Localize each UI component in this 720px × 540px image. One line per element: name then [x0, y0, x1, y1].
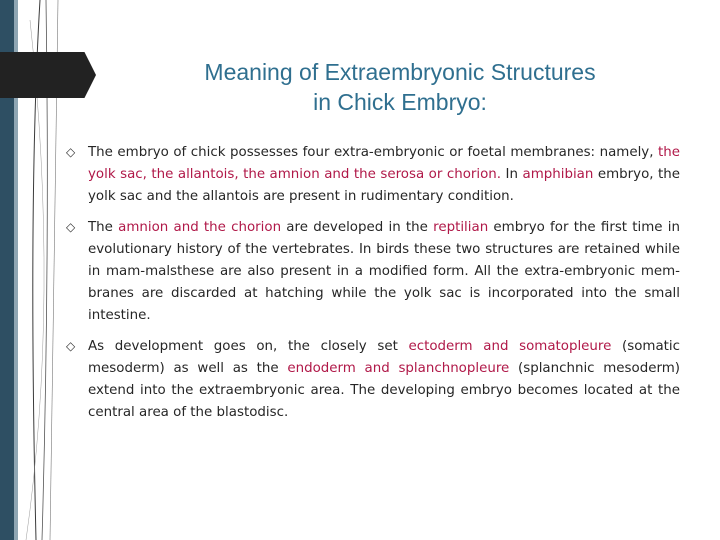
bullet-text: (splanchnic mesoderm) extend into the extraembryonic area. The developing embryo becomes located at the central area of the blastodisc.: [88, 361, 680, 420]
bullet-text: The embryo of chick possesses four extra-embryonic or foetal membranes: namely,: [88, 145, 659, 160]
diamond-bullet-icon: ◇: [66, 339, 76, 354]
highlight-text: reptilian: [433, 220, 489, 236]
diamond-bullet-icon: ◇: [66, 220, 76, 235]
title-line-1: Meaning of Extraembryonic Structures: [204, 59, 596, 85]
highlight-text: amphibian: [522, 166, 594, 182]
bullet-item: [66, 142, 680, 207]
title-line-2: in Chick Embryo:: [313, 89, 487, 115]
bullet-text: embryo, the yolk sac and the allantois are present in rudimentary condition.: [88, 166, 681, 204]
title-tab-shape: [0, 52, 96, 98]
highlight-text: the yolk sac, the allantois, the amnion and the serosa or chorion.: [88, 145, 680, 182]
highlight-text: endoderm and splanchnopleure: [287, 361, 510, 377]
bullet-text: The: [88, 220, 119, 236]
bullet-text: are developed in the: [281, 220, 434, 236]
bullet-item: [66, 217, 680, 326]
diamond-bullet-icon: ◇: [66, 145, 76, 159]
bullet-text: In: [501, 166, 523, 182]
bullet-list: [66, 142, 680, 434]
bullet-text: (somatic mesoderm) as well as the: [88, 339, 681, 377]
highlight-text: amnion and the chorion: [118, 220, 282, 236]
slide-title: [110, 57, 690, 117]
bullet-text: As development goes on, the closely set: [88, 339, 409, 355]
bullet-text: embryo for the first time in evolutionary history of the vertebrates. In birds these two structures are retained while in mam-malsthese are also present in a modified form. All the extra-embryonic mem-branes are discarded at hatching while the yolk sac is incorporated into the small intestine.: [88, 220, 680, 323]
bullet-item: [66, 336, 680, 423]
highlight-text: ectoderm and somatopleure: [408, 339, 612, 355]
